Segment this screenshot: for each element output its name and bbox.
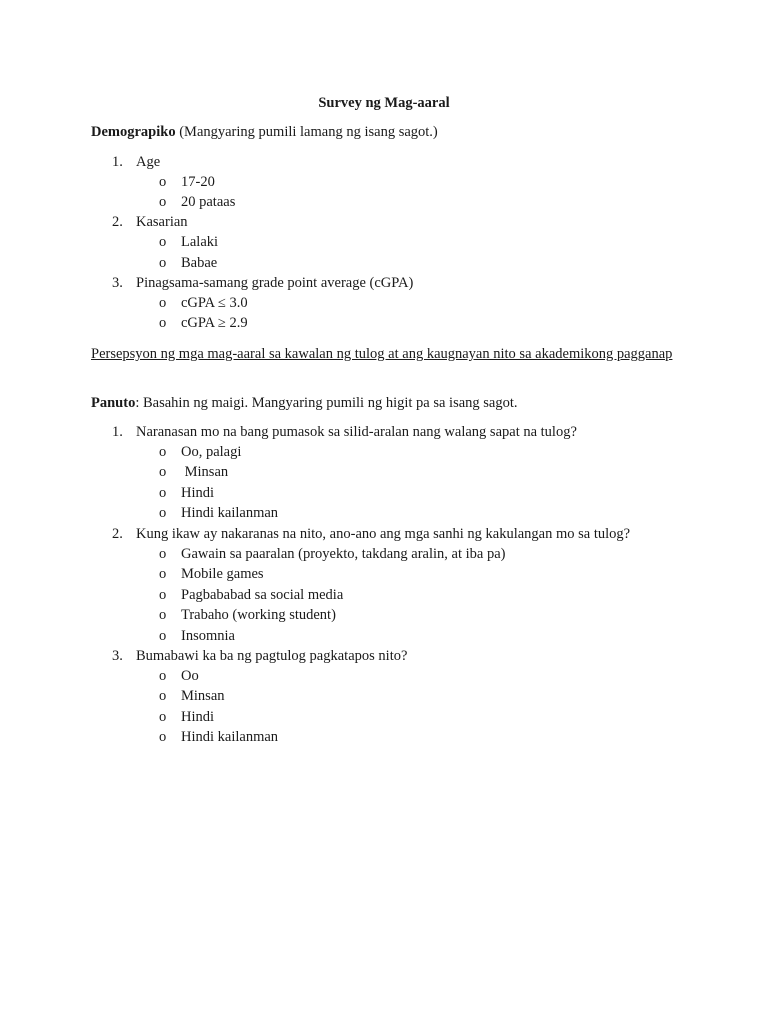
demographics-instruction: (Mangyaring pumili lamang ng isang sagot.): [175, 124, 438, 140]
option-text: Babae: [181, 255, 218, 271]
option-text: Insomnia: [181, 628, 235, 644]
demographics-label: Demograpiko: [91, 124, 176, 140]
question-number: 3.: [112, 275, 123, 291]
question-text: Kung ikaw ay nakaranas na nito, ano-ano ang mga sanhi ng kakulangan mo sa tulog?: [136, 526, 631, 542]
option-text: 20 pataas: [181, 194, 236, 210]
option-text: Oo: [181, 668, 199, 684]
question-number: 3.: [112, 648, 123, 664]
option-text: Pagbababad sa social media: [181, 587, 344, 603]
bullet-icon: o: [159, 194, 167, 210]
bullet-icon: o: [159, 485, 167, 501]
option-text: Mobile games: [181, 566, 264, 582]
section-heading: Persepsyon ng mga mag-aaral sa kawalan ng tulog at ang kaugnayan nito sa akademikong pagganap: [91, 346, 673, 362]
page-title: Survey ng Mag-aaral: [318, 95, 450, 111]
bullet-icon: o: [159, 729, 167, 745]
question-text: Naranasan mo na bang pumasok sa silid-aralan nang walang sapat na tulog?: [136, 424, 577, 440]
bullet-icon: o: [159, 628, 167, 644]
question-text: Bumabawi ka ba ng pagtulog pagkatapos nito?: [136, 648, 408, 664]
bullet-icon: o: [159, 464, 167, 480]
option-text: Trabaho (working student): [181, 607, 336, 623]
option-text: Oo, palagi: [181, 444, 242, 460]
bullet-icon: o: [159, 444, 167, 460]
question-number: 2.: [112, 526, 123, 542]
option-text: Minsan: [181, 688, 225, 704]
bullet-icon: o: [159, 546, 167, 562]
bullet-icon: o: [159, 709, 167, 725]
question-number: 1.: [112, 424, 123, 440]
bullet-icon: o: [159, 505, 167, 521]
option-text: Hindi: [181, 709, 215, 725]
option-text: Hindi kailanman: [181, 505, 279, 521]
bullet-icon: o: [159, 255, 167, 271]
instructions-label: Panuto: [91, 395, 136, 411]
option-text: Gawain sa paaralan (proyekto, takdang aralin, at iba pa): [181, 546, 506, 562]
bullet-icon: o: [159, 668, 167, 684]
option-text: 17-20: [181, 174, 215, 190]
question-number: 1.: [112, 154, 123, 170]
instructions-text: : Basahin ng maigi. Mangyaring pumili ng higit pa sa isang sagot.: [135, 395, 518, 411]
question-text: Pinagsama-samang grade point average (cGPA): [136, 275, 414, 291]
bullet-icon: o: [159, 607, 167, 623]
bullet-icon: o: [159, 566, 167, 582]
option-text: Minsan: [181, 464, 229, 480]
instructions: [91, 394, 677, 412]
question-text: Kasarian: [136, 214, 188, 230]
question-number: 2.: [112, 214, 123, 230]
demographics-intro: [91, 123, 677, 141]
option-text: cGPA ≥ 2.9: [181, 315, 248, 331]
option-text: cGPA ≤ 3.0: [181, 295, 248, 311]
bullet-icon: o: [159, 234, 167, 250]
question-text: Age: [136, 154, 161, 170]
bullet-icon: o: [159, 688, 167, 704]
option-text: Lalaki: [181, 234, 219, 250]
bullet-icon: o: [159, 587, 167, 603]
option-text: Hindi: [181, 485, 215, 501]
option-text: Hindi kailanman: [181, 729, 279, 745]
bullet-icon: o: [159, 315, 167, 331]
bullet-icon: o: [159, 295, 167, 311]
bullet-icon: o: [159, 174, 167, 190]
